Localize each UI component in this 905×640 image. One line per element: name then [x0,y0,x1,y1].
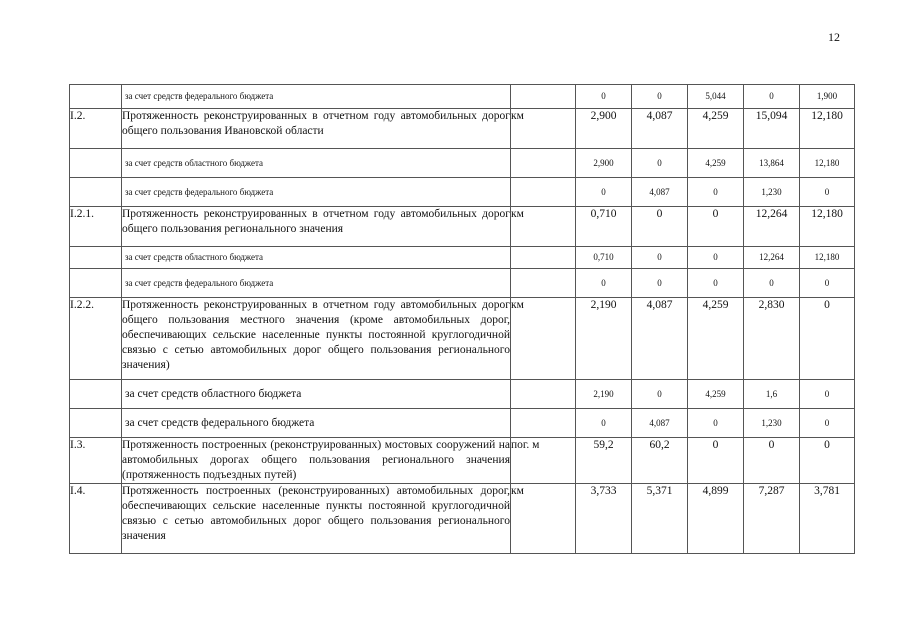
row-value: 4,259 [688,380,744,409]
row-value: 0 [744,85,800,109]
row-value: 0 [688,409,744,438]
row-name: за счет средств федерального бюджета [122,85,511,109]
row-code: I.2.1. [70,207,122,247]
row-unit [511,269,576,298]
row-name: за счет средств областного бюджета [122,149,511,178]
row-value: 12,180 [800,207,855,247]
row-value: 1,900 [800,85,855,109]
row-value: 12,180 [800,109,855,149]
row-value: 2,830 [744,298,800,380]
row-value: 0 [576,269,632,298]
row-value: 1,6 [744,380,800,409]
row-value: 0 [800,409,855,438]
row-code: I.2.2. [70,298,122,380]
table-row [70,178,855,207]
row-name: за счет средств федерального бюджета [122,269,511,298]
row-value: 12,264 [744,207,800,247]
row-value: 0 [688,247,744,269]
row-unit [511,247,576,269]
row-value: 3,733 [576,484,632,554]
row-value: 2,900 [576,109,632,149]
row-value: 0 [632,85,688,109]
row-code [70,178,122,207]
row-value: 0 [632,149,688,178]
row-value: 0 [576,178,632,207]
row-value: 0 [688,438,744,484]
row-value: 0 [632,207,688,247]
row-value: 0,710 [576,207,632,247]
table-row [70,207,855,247]
row-name: за счет средств федерального бюджета [122,178,511,207]
row-value: 0 [688,178,744,207]
row-value: 12,264 [744,247,800,269]
table-row [70,380,855,409]
row-value: 7,287 [744,484,800,554]
row-value: 59,2 [576,438,632,484]
row-value: 4,899 [688,484,744,554]
row-value: 4,259 [688,149,744,178]
row-name: Протяженность реконструированных в отчетном году автомобильных дорог общего пользования Ивановской области [122,109,511,149]
row-code [70,269,122,298]
row-value: 0 [800,178,855,207]
row-value: 0 [632,269,688,298]
row-value: 0,710 [576,247,632,269]
row-code [70,247,122,269]
row-value: 4,259 [688,298,744,380]
row-unit: пог. м [511,438,576,484]
row-code [70,149,122,178]
row-value: 0 [800,380,855,409]
row-value: 4,259 [688,109,744,149]
row-code: I.2. [70,109,122,149]
row-value: 13,864 [744,149,800,178]
row-name: Протяженность построенных (реконструированных) автомобильных дорог, обеспечивающих сельские населенные пункты постоянной круглогодичной связью с сетью автомобильных дорог общего пользования регионального значения [122,484,511,554]
table-row [70,149,855,178]
table-row [70,247,855,269]
row-value: 5,044 [688,85,744,109]
table-row [70,269,855,298]
row-value: 1,230 [744,409,800,438]
row-value: 2,190 [576,298,632,380]
row-unit [511,149,576,178]
row-value: 0 [632,247,688,269]
row-unit: км [511,298,576,380]
table-row [70,409,855,438]
row-name: Протяженность реконструированных в отчетном году автомобильных дорог общего пользования регионального значения [122,207,511,247]
row-value: 2,190 [576,380,632,409]
table-row [70,298,855,380]
row-value: 60,2 [632,438,688,484]
row-name: Протяженность построенных (реконструированных) мостовых сооружений на автомобильных дорогах общего пользования регионального значения (протяженность подъездных путей) [122,438,511,484]
row-code: I.4. [70,484,122,554]
row-unit: км [511,207,576,247]
row-value: 5,371 [632,484,688,554]
row-unit [511,85,576,109]
row-value: 2,900 [576,149,632,178]
row-unit: км [511,109,576,149]
row-value: 12,180 [800,247,855,269]
table-body [70,85,855,554]
row-name: за счет средств федерального бюджета [122,409,511,438]
row-unit [511,409,576,438]
row-value: 4,087 [632,409,688,438]
page-number: 12 [828,30,840,44]
row-name: за счет средств областного бюджета [122,380,511,409]
row-code: I.3. [70,438,122,484]
row-value: 4,087 [632,298,688,380]
row-value: 0 [800,438,855,484]
row-value: 0 [800,298,855,380]
row-value: 4,087 [632,178,688,207]
row-unit: км [511,484,576,554]
row-value: 1,230 [744,178,800,207]
row-code [70,85,122,109]
row-value: 12,180 [800,149,855,178]
row-code [70,380,122,409]
indicators-table [69,84,855,554]
row-unit [511,178,576,207]
table-row [70,438,855,484]
row-unit [511,380,576,409]
row-name: за счет средств областного бюджета [122,247,511,269]
row-value: 0 [688,269,744,298]
row-value: 0 [800,269,855,298]
row-name: Протяженность реконструированных в отчетном году автомобильных дорог общего пользования местного значения (кроме автомобильных дорог, обеспечивающих сельские населенные пункты постоянной круглогодичной связью с сетью автомобильных дорог общего пользования регионального значения) [122,298,511,380]
row-value: 0 [632,380,688,409]
row-value: 0 [744,269,800,298]
table-row [70,109,855,149]
row-code [70,409,122,438]
row-value: 0 [576,85,632,109]
row-value: 0 [744,438,800,484]
table-row [70,85,855,109]
row-value: 15,094 [744,109,800,149]
row-value: 0 [576,409,632,438]
table-row [70,484,855,554]
row-value: 4,087 [632,109,688,149]
row-value: 3,781 [800,484,855,554]
row-value: 0 [688,207,744,247]
